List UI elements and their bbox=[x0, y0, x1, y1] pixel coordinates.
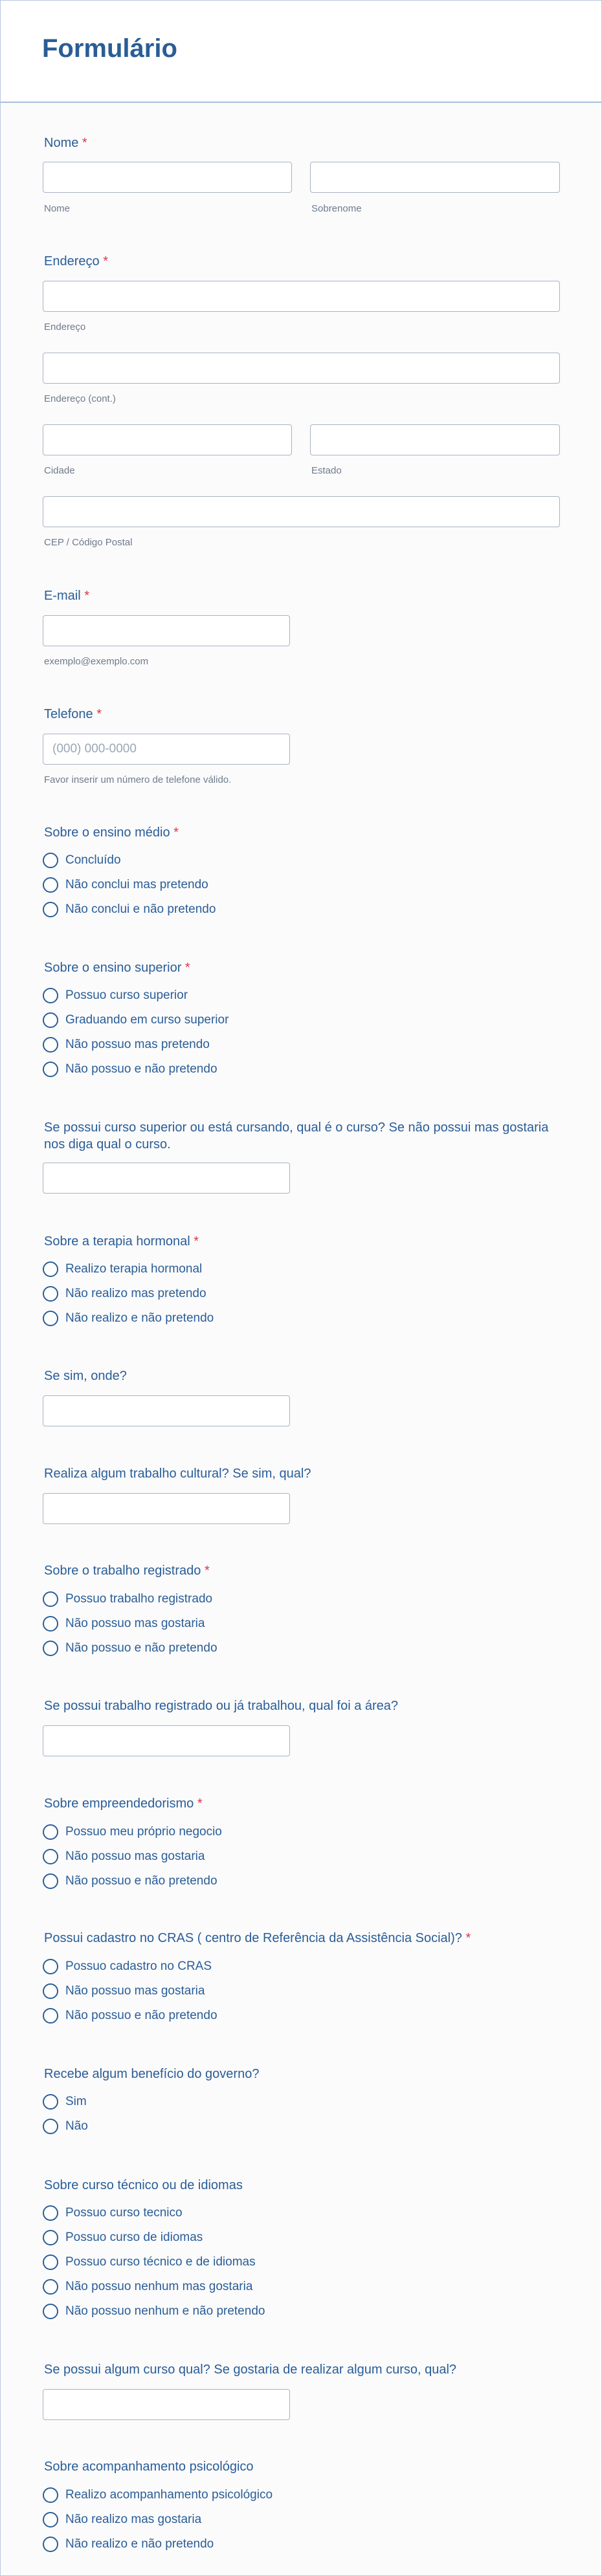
radio-label: Não realizo e não pretendo bbox=[65, 1311, 214, 1325]
radio-option[interactable] bbox=[43, 1872, 217, 1890]
work-area-label: Se possui trabalho registrado ou já trabalhou, qual foi a área? bbox=[44, 1699, 399, 1713]
radio-button[interactable] bbox=[43, 1286, 58, 1302]
radio-option[interactable] bbox=[43, 2093, 87, 2111]
radio-button[interactable] bbox=[43, 2094, 58, 2110]
radio-label: Não possuo nenhum e não pretendo bbox=[65, 2304, 265, 2318]
radio-button[interactable] bbox=[43, 1849, 58, 1864]
radio-option[interactable] bbox=[43, 1823, 222, 1841]
radio-option[interactable] bbox=[43, 2204, 183, 2222]
radio-label: Possuo curso tecnico bbox=[65, 2206, 183, 2220]
radio-button[interactable] bbox=[43, 1062, 58, 1077]
form-title: Formulário bbox=[42, 34, 177, 63]
radio-label: Realizo acompanhamento psicológico bbox=[65, 2488, 273, 2502]
radio-label: Não conclui e não pretendo bbox=[65, 902, 216, 916]
cultural-work-input[interactable] bbox=[43, 1493, 290, 1524]
cras-label: Possui cadastro no CRAS ( centro de Referência da Assistência Social)? * bbox=[44, 1931, 471, 1945]
required-mark: * bbox=[103, 254, 108, 268]
radio-option[interactable] bbox=[43, 2253, 256, 2271]
radio-label: Realizo terapia hormonal bbox=[65, 1262, 203, 1276]
radio-button[interactable] bbox=[43, 2008, 58, 2024]
radio-button[interactable] bbox=[43, 2205, 58, 2221]
radio-button[interactable] bbox=[43, 2512, 58, 2527]
address-label: Endereço * bbox=[44, 254, 108, 268]
state-input[interactable] bbox=[310, 424, 560, 455]
radio-label: Não possuo mas gostaria bbox=[65, 1850, 205, 1863]
radio-button[interactable] bbox=[43, 2230, 58, 2245]
email-label: E-mail * bbox=[44, 589, 90, 603]
radio-option[interactable] bbox=[43, 2117, 88, 2135]
radio-option[interactable] bbox=[43, 1011, 229, 1029]
radio-option[interactable] bbox=[43, 1848, 205, 1866]
radio-button[interactable] bbox=[43, 1641, 58, 1656]
radio-button[interactable] bbox=[43, 1591, 58, 1607]
radio-option[interactable] bbox=[43, 1958, 212, 1976]
address-line1-sublabel: Endereço bbox=[44, 322, 86, 333]
benefit-label: Recebe algum benefício do governo? bbox=[44, 2067, 260, 2081]
radio-button[interactable] bbox=[43, 1824, 58, 1840]
radio-label: Possuo curso superior bbox=[65, 988, 188, 1002]
where-label: Se sim, onde? bbox=[44, 1369, 127, 1383]
zip-input[interactable] bbox=[43, 496, 560, 527]
radio-label: Possuo meu próprio negocio bbox=[65, 1825, 222, 1839]
first-name-sublabel: Nome bbox=[44, 203, 71, 214]
radio-label: Possuo cadastro no CRAS bbox=[65, 1959, 212, 1973]
radio-option[interactable] bbox=[43, 1590, 212, 1608]
radio-option[interactable] bbox=[43, 1285, 206, 1303]
radio-button[interactable] bbox=[43, 1311, 58, 1326]
required-mark: * bbox=[465, 1931, 471, 1945]
radio-label: Não possuo e não pretendo bbox=[65, 1874, 217, 1888]
radio-option[interactable] bbox=[43, 1309, 214, 1327]
form-header bbox=[1, 1, 601, 103]
radio-button[interactable] bbox=[43, 853, 58, 868]
required-mark: * bbox=[197, 1796, 203, 1811]
radio-button[interactable] bbox=[43, 2487, 58, 2503]
radio-button[interactable] bbox=[43, 1037, 58, 1053]
radio-label: Possuo curso técnico e de idiomas bbox=[65, 2255, 256, 2269]
radio-label: Não possuo e não pretendo bbox=[65, 1641, 217, 1655]
radio-label: Não possuo nenhum mas gostaria bbox=[65, 2280, 253, 2293]
zip-sublabel: CEP / Código Postal bbox=[44, 537, 133, 548]
last-name-sublabel: Sobrenome bbox=[311, 203, 362, 214]
radio-button[interactable] bbox=[43, 2279, 58, 2295]
phone-input[interactable] bbox=[43, 734, 290, 765]
required-mark: * bbox=[96, 707, 102, 721]
registered-work-label: Sobre o trabalho registrado * bbox=[44, 1564, 210, 1578]
radio-button[interactable] bbox=[43, 2119, 58, 2134]
radio-option[interactable] bbox=[43, 1982, 205, 2000]
radio-button[interactable] bbox=[43, 988, 58, 1003]
work-area-input[interactable] bbox=[43, 1725, 290, 1756]
required-mark: * bbox=[82, 136, 87, 150]
required-mark: * bbox=[173, 825, 179, 840]
address-line2-input[interactable] bbox=[43, 353, 560, 384]
entrepreneurship-label: Sobre empreendedorismo * bbox=[44, 1796, 203, 1811]
radio-option[interactable] bbox=[43, 2007, 217, 2025]
radio-option[interactable] bbox=[43, 2535, 214, 2553]
course-input[interactable] bbox=[43, 1162, 290, 1194]
required-mark: * bbox=[194, 1234, 199, 1249]
psych-label: Sobre acompanhamento psicológico bbox=[44, 2460, 254, 2474]
radio-button[interactable] bbox=[43, 2254, 58, 2270]
hormone-therapy-label: Sobre a terapia hormonal * bbox=[44, 1234, 199, 1249]
phone-sublabel: Favor inserir um número de telefone válido. bbox=[44, 774, 232, 785]
radio-label: Não possuo e não pretendo bbox=[65, 1062, 217, 1076]
radio-button[interactable] bbox=[43, 1261, 58, 1277]
required-mark: * bbox=[84, 589, 90, 603]
any-course-label: Se possui algum curso qual? Se gostaria de realizar algum curso, qual? bbox=[44, 2363, 457, 2377]
radio-option[interactable] bbox=[43, 1639, 217, 1657]
radio-option[interactable] bbox=[43, 2302, 265, 2320]
radio-option[interactable] bbox=[43, 2278, 252, 2296]
radio-label: Não realizo mas gostaria bbox=[65, 2513, 202, 2526]
radio-option[interactable] bbox=[43, 901, 216, 919]
email-input[interactable] bbox=[43, 615, 290, 646]
address-line2-sublabel: Endereço (cont.) bbox=[44, 393, 116, 404]
radio-label: Não bbox=[65, 2119, 88, 2133]
radio-label: Não conclui mas pretendo bbox=[65, 878, 208, 891]
city-input[interactable] bbox=[43, 424, 292, 455]
radio-button[interactable] bbox=[43, 877, 58, 893]
radio-option[interactable] bbox=[43, 851, 121, 869]
radio-option[interactable] bbox=[43, 2511, 201, 2529]
technical-course-label: Sobre curso técnico ou de idiomas bbox=[44, 2178, 243, 2192]
radio-option[interactable] bbox=[43, 1036, 210, 1054]
radio-button[interactable] bbox=[43, 1983, 58, 1999]
radio-button[interactable] bbox=[43, 902, 58, 917]
radio-option[interactable] bbox=[43, 1260, 202, 1278]
radio-label: Não realizo mas pretendo bbox=[65, 1287, 206, 1300]
any-course-input[interactable] bbox=[43, 2389, 290, 2420]
email-sublabel: exemplo@exemplo.com bbox=[44, 656, 149, 667]
radio-option[interactable] bbox=[43, 2486, 273, 2504]
address-line1-input[interactable] bbox=[43, 281, 560, 312]
radio-button[interactable] bbox=[43, 1616, 58, 1632]
first-name-input[interactable] bbox=[43, 162, 292, 193]
higher-ed-label: Sobre o ensino superior * bbox=[44, 961, 190, 975]
radio-label: Não possuo mas gostaria bbox=[65, 1984, 205, 1998]
where-input[interactable] bbox=[43, 1395, 290, 1426]
radio-label: Não realizo e não pretendo bbox=[65, 2537, 214, 2551]
state-sublabel: Estado bbox=[311, 465, 342, 476]
radio-option[interactable] bbox=[43, 987, 188, 1005]
radio-button[interactable] bbox=[43, 1959, 58, 1974]
radio-label: Concluído bbox=[65, 853, 121, 867]
radio-label: Possuo trabalho registrado bbox=[65, 1592, 213, 1606]
radio-button[interactable] bbox=[43, 2304, 58, 2319]
radio-option[interactable] bbox=[43, 2229, 203, 2247]
name-label: Nome * bbox=[44, 136, 87, 150]
radio-option[interactable] bbox=[43, 1060, 217, 1078]
radio-button[interactable] bbox=[43, 1012, 58, 1028]
radio-label: Sim bbox=[65, 2095, 87, 2108]
radio-button[interactable] bbox=[43, 1873, 58, 1889]
last-name-input[interactable] bbox=[310, 162, 560, 193]
radio-option[interactable] bbox=[43, 876, 208, 894]
radio-label: Não possuo mas gostaria bbox=[65, 1617, 205, 1630]
radio-option[interactable] bbox=[43, 1615, 205, 1633]
required-mark: * bbox=[184, 961, 190, 975]
required-mark: * bbox=[204, 1564, 210, 1578]
city-sublabel: Cidade bbox=[44, 465, 75, 476]
radio-button[interactable] bbox=[43, 2537, 58, 2552]
radio-label: Não possuo mas pretendo bbox=[65, 1038, 210, 1051]
cultural-work-label: Realiza algum trabalho cultural? Se sim, qual? bbox=[44, 1467, 311, 1481]
high-school-label: Sobre o ensino médio * bbox=[44, 825, 179, 840]
radio-label: Não possuo e não pretendo bbox=[65, 2009, 217, 2022]
course-question-label: Se possui curso superior ou está cursando, qual é o curso? Se não possui mas gostaria nos diga qual o curso. bbox=[44, 1120, 549, 1152]
radio-label: Graduando em curso superior bbox=[65, 1013, 229, 1027]
radio-label: Possuo curso de idiomas bbox=[65, 2231, 203, 2244]
phone-label: Telefone * bbox=[44, 707, 102, 721]
